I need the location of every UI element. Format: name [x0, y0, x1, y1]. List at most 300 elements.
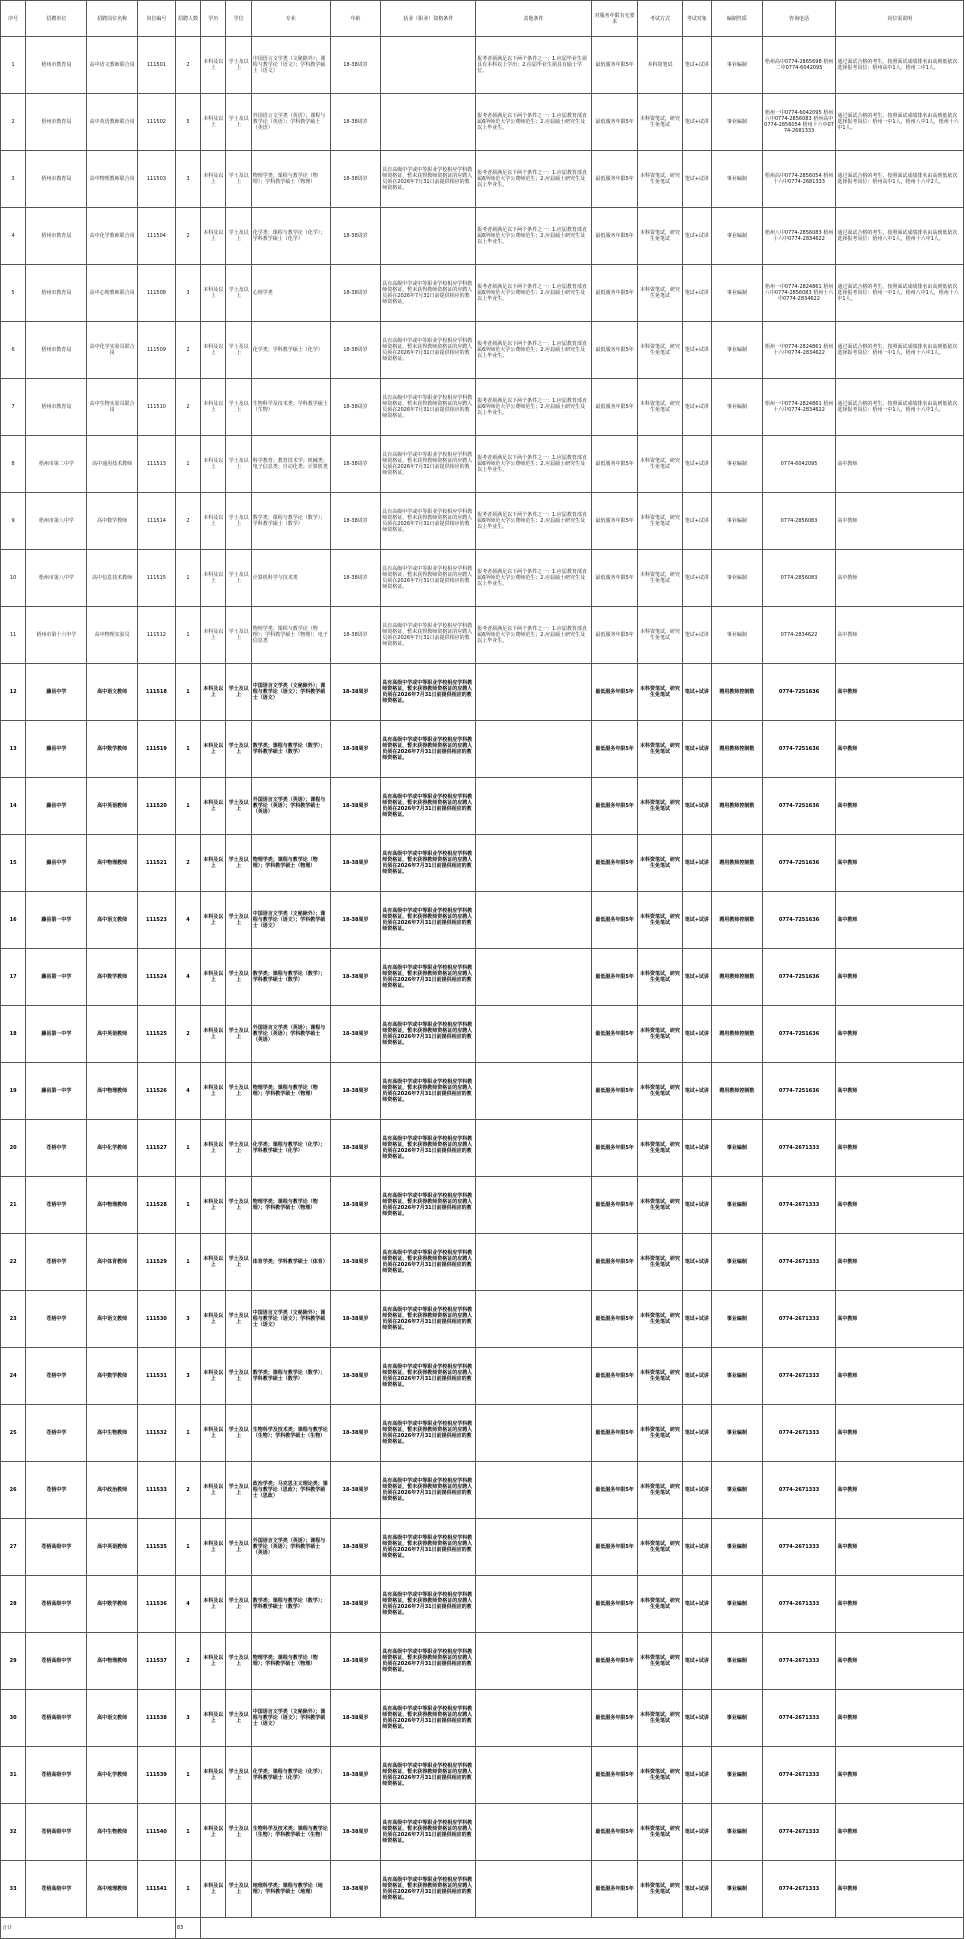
cell-exam: 本科资笔试，研究生免笔试: [638, 322, 682, 379]
cell-service: 最低服务年限5年: [592, 1804, 638, 1861]
cell-post: 高中物理教师: [87, 1633, 138, 1690]
cell-service: 最低服务年限5年: [592, 1234, 638, 1291]
cell-post: 高中生物教师: [87, 1405, 138, 1462]
cell-note: 高中教师: [836, 1120, 964, 1177]
cell-service: 最低服务年限5年: [592, 778, 638, 835]
table-body: [1, 37, 964, 1939]
cell-code: 111502: [137, 94, 175, 151]
table-row: [1, 379, 964, 436]
cell-unit: 苍梧中学: [26, 1405, 87, 1462]
cell-major: 物理学类；课程与教学论（物理）；学科教学硕士（物理）: [251, 1177, 330, 1234]
cell-tel: 0774-2671333: [762, 1462, 836, 1519]
cell-major: 中国语言文学类（文秘除外）；课程与教学论（语文）；学科教学硕士（语文）: [251, 664, 330, 721]
cell-service: 最低服务年限5年: [592, 1462, 638, 1519]
cell-unit: 苍梧高级中学: [26, 1519, 87, 1576]
cell-post: 高中英语教师: [87, 1519, 138, 1576]
cell-major: 外国语言文学类（英语）；课程与教学论（英语）；学科教学硕士（英语）: [251, 778, 330, 835]
cell-major: 外国语言文学类（英语）；课程与教学论（英语）；学科教学硕士（英语）: [251, 94, 330, 151]
cell-exam: 本科资笔试，研究生免笔试: [638, 1519, 682, 1576]
cell-note: 高中教师: [836, 778, 964, 835]
cell-tel: 0774-7251636: [762, 778, 836, 835]
table-row: [1, 835, 964, 892]
cell-note: 高中教师: [836, 949, 964, 1006]
cell-bz: 事业编制: [712, 322, 763, 379]
cell-no: 33: [1, 1861, 26, 1918]
cell-note: 通过面试合格的考生，按照面试成绩排名由高到低依次选择报考岗位：梧州一中1人，梧州八中1人，梧州十六中1人。: [836, 265, 964, 322]
table-row: [1, 1747, 964, 1804]
cell-other: 报考者须满足以下两个条件之一：1.应届教育部直属6所师范大学公费师范生；2.应届硕士研究生及以上毕业生。: [476, 94, 592, 151]
cell-tel: 0774-2671333: [762, 1519, 836, 1576]
cell-service: 最低服务年限5年: [592, 1120, 638, 1177]
cell-code: 111503: [137, 151, 175, 208]
cell-no: 23: [1, 1291, 26, 1348]
cell-target: 笔试+试讲: [682, 379, 712, 436]
cell-edu: 本科及以上: [201, 208, 226, 265]
cell-other: [476, 1747, 592, 1804]
cell-age: 18-38周岁: [330, 436, 381, 493]
cell-service: 最低服务年限5年: [592, 322, 638, 379]
cell-tel: 0774-2671333: [762, 1177, 836, 1234]
cell-tel: 0774-2671333: [762, 1633, 836, 1690]
cell-code: 111501: [137, 37, 175, 94]
cell-note: 高中教师: [836, 721, 964, 778]
cell-bz: 聘用教师控制数: [712, 664, 763, 721]
cell-tel: 0774-2671333: [762, 1120, 836, 1177]
cell-qual: 具有高级中学或中等职业学校相应学科教师资格证，暂未获得教师资格证的应聘人员须在2026年7月31日前提供相应的教师资格证。: [381, 1804, 476, 1861]
cell-target: 笔试+试讲: [682, 1804, 712, 1861]
cell-no: 4: [1, 208, 26, 265]
cell-qual: 具有高级中学或中等职业学校相应学科教师资格证，暂未获得教师资格证的应聘人员须在2026年7月31日前提供相应的教师资格证。: [381, 1063, 476, 1120]
cell-post: 高中生物实验员联合岗: [87, 379, 138, 436]
cell-exam: 本科资笔试，研究生免笔试: [638, 949, 682, 1006]
cell-other: [476, 949, 592, 1006]
cell-edu: 本科及以上: [201, 721, 226, 778]
cell-unit: 梧州市教育局: [26, 322, 87, 379]
cell-unit: 梧州市第十六中学: [26, 607, 87, 664]
cell-service: 最低服务年限5年: [592, 721, 638, 778]
cell-degree: 学士及以上: [226, 493, 251, 550]
cell-post: 高中化学教师: [87, 1747, 138, 1804]
cell-edu: 本科及以上: [201, 379, 226, 436]
table-row: [1, 493, 964, 550]
cell-num: 4: [175, 1063, 200, 1120]
cell-num: 5: [175, 94, 200, 151]
cell-degree: 学士及以上: [226, 37, 251, 94]
table-row: [1, 1405, 964, 1462]
cell-note: 通过面试合格的考生，按照面试成绩排名由高到低依次选择报考岗位：梧州一中1人，梧州八中1人，梧州十六中1人。: [836, 94, 964, 151]
cell-code: 111512: [137, 607, 175, 664]
cell-degree: 学士及以上: [226, 1747, 251, 1804]
column-header: 岗位需说明: [836, 1, 964, 37]
cell-unit: 苍梧高级中学: [26, 1804, 87, 1861]
cell-num: 1: [175, 1177, 200, 1234]
cell-edu: 本科及以上: [201, 1747, 226, 1804]
column-header: 学历: [201, 1, 226, 37]
cell-other: [476, 1405, 592, 1462]
cell-note: 高中教师: [836, 1177, 964, 1234]
cell-major: 中国语言文学类（文秘除外）；课程与教学论（语文）；学科教学硕士（语文）: [251, 892, 330, 949]
cell-no: 18: [1, 1006, 26, 1063]
cell-bz: 事业编制: [712, 550, 763, 607]
cell-code: 111541: [137, 1861, 175, 1918]
cell-other: 报考者须满足以下两个条件之一：1.应届教育部直属6所师范大学公费师范生；2.应届硕士研究生及以上毕业生。: [476, 493, 592, 550]
cell-other: [476, 1063, 592, 1120]
cell-target: 笔试+试讲: [682, 1063, 712, 1120]
cell-post: 高中物理教师: [87, 835, 138, 892]
cell-note: 高中教师: [836, 1747, 964, 1804]
cell-num: 1: [175, 1405, 200, 1462]
cell-exam: 本科资笔试，研究生免笔试: [638, 493, 682, 550]
cell-tel: 0774-7251636: [762, 949, 836, 1006]
column-header: 其他条件: [476, 1, 592, 37]
cell-degree: 学士及以上: [226, 1177, 251, 1234]
cell-exam: 本科资笔试，研究生免笔试: [638, 721, 682, 778]
cell-service: 最低服务年限5年: [592, 1519, 638, 1576]
cell-other: 报考者须满足以下两个条件之一：1.应届毕业生须具有本科以上学历；2.往届毕业生须具有硕士学位。: [476, 37, 592, 94]
cell-note: 高中教师: [836, 493, 964, 550]
cell-qual: 具有高级中学或中等职业学校相应学科教师资格证，暂未获得教师资格证的应聘人员须在2026年7月31日前提供相应的教师资格证。: [381, 949, 476, 1006]
cell-service: 最低服务年限5年: [592, 208, 638, 265]
cell-tel: 梧州一中0774-2824861 梧州十六中0774-2834622: [762, 379, 836, 436]
cell-unit: 藤县中学: [26, 835, 87, 892]
cell-post: 高中语文教师: [87, 664, 138, 721]
cell-qual: 具有高级中学或中等职业学校相应学科教师资格证，暂未获得教师资格证的应聘人员须在2026年7月31日前提供相应的教师资格证。: [381, 379, 476, 436]
cell-target: 笔试+试讲: [682, 322, 712, 379]
cell-note: 高中教师: [836, 1234, 964, 1291]
cell-bz: 事业编制: [712, 1348, 763, 1405]
cell-qual: 具有高级中学或中等职业学校相应学科教师资格证，暂未获得教师资格证的应聘人员须在2026年7月31日前提供相应的教师资格证。: [381, 1120, 476, 1177]
cell-edu: 本科及以上: [201, 94, 226, 151]
cell-exam: 本科资笔试，研究生免笔试: [638, 892, 682, 949]
cell-note: 通过面试合格的考生，按照面试成绩排名由高到低依次选择报考岗位：梧州高中1人，梧州二中1人。: [836, 37, 964, 94]
cell-major: 化学类；学科教学硕士（化学）: [251, 322, 330, 379]
cell-qual: 具有高级中学或中等职业学校相应学科教师资格证，暂未获得教师资格证的应聘人员须在2026年7月31日前提供相应的教师资格证。: [381, 1576, 476, 1633]
cell-service: 最低服务年限5年: [592, 493, 638, 550]
cell-code: 111537: [137, 1633, 175, 1690]
cell-bz: 事业编制: [712, 1804, 763, 1861]
cell-note: 通过面试合格的考生，按照面试成绩排名由高到低依次选择报考岗位：梧州八中1人，梧州十六中1人。: [836, 208, 964, 265]
cell-edu: 本科及以上: [201, 892, 226, 949]
cell-degree: 学士及以上: [226, 265, 251, 322]
cell-major: 化学类；课程与教学论（化学）；学科教学硕士（化学）: [251, 1747, 330, 1804]
cell-service: 最低服务年限5年: [592, 1405, 638, 1462]
cell-post: 高中物理教师: [87, 1177, 138, 1234]
cell-tel: 0774-2671333: [762, 1576, 836, 1633]
table-row: [1, 1234, 964, 1291]
cell-tel: 梧州高中0774-2865698 梧州二中0774-6042095: [762, 37, 836, 94]
cell-qual: [381, 94, 476, 151]
cell-unit: 梧州市第八中学: [26, 493, 87, 550]
cell-unit: 梧州市教育局: [26, 379, 87, 436]
cell-qual: 具有高级中学或中等职业学校相应学科教师资格证，暂未获得教师资格证的应聘人员须在2026年7月31日前提供相应的教师资格证。: [381, 1405, 476, 1462]
cell-exam: 本科资笔试，研究生免笔试: [638, 1747, 682, 1804]
cell-target: 笔试+试讲: [682, 37, 712, 94]
cell-bz: 事业编制: [712, 1690, 763, 1747]
table-row: [1, 1006, 964, 1063]
cell-tel: 0774-7251636: [762, 1063, 836, 1120]
cell-qual: 具有高级中学或中等职业学校相应学科教师资格证，暂未获得教师资格证的应聘人员须在2026年7月31日前提供相应的教师资格证。: [381, 778, 476, 835]
cell-target: 笔试+试讲: [682, 664, 712, 721]
table-row: [1, 892, 964, 949]
cell-degree: 学士及以上: [226, 379, 251, 436]
cell-major: 中国语言文学类（文秘除外）；课程与教学论（语文）；学科教学硕士（语文）: [251, 1690, 330, 1747]
cell-other: [476, 1462, 592, 1519]
cell-service: 最低服务年限5年: [592, 379, 638, 436]
cell-age: 18-38周岁: [330, 1462, 381, 1519]
cell-bz: 事业编制: [712, 1291, 763, 1348]
cell-age: 18-38周岁: [330, 379, 381, 436]
cell-major: 物理学类；课程与教学论（物理）；学科教学硕士（物理）；电子信息类: [251, 607, 330, 664]
cell-target: 笔试+试讲: [682, 550, 712, 607]
cell-unit: 苍梧中学: [26, 1120, 87, 1177]
cell-num: 2: [175, 835, 200, 892]
cell-target: 笔试+试讲: [682, 1234, 712, 1291]
cell-other: [476, 1861, 592, 1918]
total-value: 83: [175, 1918, 200, 1939]
cell-target: 笔试+试讲: [682, 892, 712, 949]
cell-exam: 本科资笔试，研究生免笔试: [638, 664, 682, 721]
cell-major: 物理学类；课程与教学论（物理）；学科教学硕士（物理）: [251, 835, 330, 892]
cell-age: 18-38周岁: [330, 322, 381, 379]
cell-num: 1: [175, 436, 200, 493]
cell-target: 笔试+试讲: [682, 1747, 712, 1804]
cell-no: 8: [1, 436, 26, 493]
cell-bz: 事业编制: [712, 1177, 763, 1234]
cell-service: 最低服务年限5年: [592, 1633, 638, 1690]
cell-bz: 聘用教师控制数: [712, 835, 763, 892]
cell-degree: 学士及以上: [226, 1462, 251, 1519]
cell-code: 111510: [137, 379, 175, 436]
cell-age: 18-38周岁: [330, 265, 381, 322]
cell-unit: 苍梧高级中学: [26, 1747, 87, 1804]
cell-qual: 具有高级中学或中等职业学校相应学科教师资格证，暂未获得教师资格证的应聘人员须在2026年7月31日前提供相应的教师资格证。: [381, 550, 476, 607]
cell-post: 高中英语教师: [87, 1006, 138, 1063]
cell-note: 通过面试合格的考生，按照面试成绩排名由高到低依次选择报考岗位：梧州高中1人，梧州十六中2人。: [836, 151, 964, 208]
table-row: [1, 1861, 964, 1918]
cell-bz: 事业编制: [712, 94, 763, 151]
cell-target: 笔试+试讲: [682, 949, 712, 1006]
cell-target: 笔试+试讲: [682, 835, 712, 892]
cell-major: 数学类；课程与教学论（数学）；学科教学硕士（数学）: [251, 1576, 330, 1633]
cell-service: 最低服务年限5年: [592, 436, 638, 493]
cell-post: 高中化学教师: [87, 1120, 138, 1177]
cell-target: 笔试+试讲: [682, 1519, 712, 1576]
cell-age: 18-38周岁: [330, 94, 381, 151]
cell-num: 3: [175, 1690, 200, 1747]
cell-qual: 具有高级中学或中等职业学校相应学科教师资格证，暂未获得教师资格证的应聘人员须在2026年7月31日前提供相应的教师资格证。: [381, 265, 476, 322]
cell-exam: 本科资笔试，研究生免笔试: [638, 1462, 682, 1519]
table-header-row: [1, 1, 964, 37]
cell-note: 高中教师: [836, 436, 964, 493]
cell-exam: 本科资笔试，研究生免笔试: [638, 1690, 682, 1747]
cell-num: 1: [175, 778, 200, 835]
cell-age: 18-38周岁: [330, 208, 381, 265]
cell-unit: 苍梧中学: [26, 1291, 87, 1348]
cell-unit: 苍梧中学: [26, 1177, 87, 1234]
cell-bz: 事业编制: [712, 1747, 763, 1804]
cell-unit: 苍梧高级中学: [26, 1576, 87, 1633]
cell-qual: 具有高级中学或中等职业学校相应学科教师资格证，暂未获得教师资格证的应聘人员须在2026年7月31日前提供相应的教师资格证。: [381, 1462, 476, 1519]
cell-note: 高中教师: [836, 550, 964, 607]
cell-degree: 学士及以上: [226, 1405, 251, 1462]
cell-no: 22: [1, 1234, 26, 1291]
cell-degree: 学士及以上: [226, 1348, 251, 1405]
cell-no: 1: [1, 37, 26, 94]
cell-tel: 梧州八中0774-2856083 梧州十六中0774-2834622: [762, 208, 836, 265]
cell-edu: 本科及以上: [201, 949, 226, 1006]
cell-other: [476, 1234, 592, 1291]
cell-age: 18-38周岁: [330, 1633, 381, 1690]
cell-bz: 事业编制: [712, 1633, 763, 1690]
cell-unit: 苍梧高级中学: [26, 1861, 87, 1918]
cell-degree: 学士及以上: [226, 1633, 251, 1690]
cell-code: 111540: [137, 1804, 175, 1861]
cell-post: 高中英语教师: [87, 778, 138, 835]
cell-exam: 本科资笔试，研究生免笔试: [638, 1348, 682, 1405]
cell-num: 1: [175, 607, 200, 664]
cell-num: 2: [175, 1462, 200, 1519]
cell-tel: 0774-2834622: [762, 607, 836, 664]
table-row: [1, 778, 964, 835]
cell-tel: 0774-2856083: [762, 550, 836, 607]
cell-other: 报考者须满足以下两个条件之一：1.应届教育部直属6所师范大学公费师范生；2.应届硕士研究生及以上毕业生。: [476, 322, 592, 379]
cell-edu: 本科及以上: [201, 1291, 226, 1348]
cell-edu: 本科及以上: [201, 1234, 226, 1291]
cell-service: 最低服务年限5年: [592, 949, 638, 1006]
cell-degree: 学士及以上: [226, 1006, 251, 1063]
cell-no: 28: [1, 1576, 26, 1633]
cell-service: 最低服务年限5年: [592, 607, 638, 664]
table-row: [1, 1177, 964, 1234]
cell-code: 111527: [137, 1120, 175, 1177]
cell-unit: 梧州市教育局: [26, 37, 87, 94]
cell-code: 111513: [137, 436, 175, 493]
cell-bz: 聘用教师控制数: [712, 778, 763, 835]
table-row: [1, 1804, 964, 1861]
cell-unit: 梧州市教育局: [26, 208, 87, 265]
cell-age: 18-38周岁: [330, 1405, 381, 1462]
cell-note: 高中教师: [836, 1861, 964, 1918]
cell-code: 111521: [137, 835, 175, 892]
cell-unit: 梧州市教育局: [26, 265, 87, 322]
cell-edu: 本科及以上: [201, 607, 226, 664]
cell-tel: 0774-6042095: [762, 436, 836, 493]
cell-exam: 本科资笔试，研究生免笔试: [638, 1861, 682, 1918]
cell-code: 111523: [137, 892, 175, 949]
cell-num: 2: [175, 379, 200, 436]
cell-major: 化学类；课程与教学论（化学）；学科教学硕士（化学）: [251, 208, 330, 265]
cell-bz: 事业编制: [712, 1462, 763, 1519]
cell-code: 111525: [137, 1006, 175, 1063]
cell-target: 笔试+试讲: [682, 1348, 712, 1405]
cell-degree: 学士及以上: [226, 607, 251, 664]
cell-tel: 0774-2671333: [762, 1405, 836, 1462]
cell-post: 高中语文教师: [87, 892, 138, 949]
cell-edu: 本科及以上: [201, 778, 226, 835]
cell-major: 科学教育；教育技术学；机械类；电子信息类；自动化类；计算机类: [251, 436, 330, 493]
cell-major: 化学类；课程与教学论（化学）；学科教学硕士（化学）: [251, 1120, 330, 1177]
cell-tel: 0774-7251636: [762, 721, 836, 778]
cell-age: 18-38周岁: [330, 1348, 381, 1405]
cell-target: 笔试+试讲: [682, 208, 712, 265]
cell-other: [476, 1690, 592, 1747]
cell-other: [476, 835, 592, 892]
cell-age: 18-38周岁: [330, 1291, 381, 1348]
cell-num: 1: [175, 550, 200, 607]
cell-code: 111520: [137, 778, 175, 835]
cell-target: 笔试+试讲: [682, 1462, 712, 1519]
cell-exam: 本科资笔试: [638, 37, 682, 94]
cell-age: 18-38周岁: [330, 37, 381, 94]
cell-service: 最低服务年限5年: [592, 1348, 638, 1405]
cell-service: 最低服务年限5年: [592, 1291, 638, 1348]
cell-edu: 本科及以上: [201, 1690, 226, 1747]
cell-exam: 本科资笔试，研究生免笔试: [638, 1120, 682, 1177]
cell-age: 18-38周岁: [330, 1177, 381, 1234]
cell-code: 111535: [137, 1519, 175, 1576]
cell-note: 高中教师: [836, 664, 964, 721]
cell-no: 10: [1, 550, 26, 607]
column-header: 对服务年限有无要求: [592, 1, 638, 37]
cell-no: 5: [1, 265, 26, 322]
cell-tel: 0774-2671333: [762, 1804, 836, 1861]
cell-exam: 本科资笔试，研究生免笔试: [638, 1234, 682, 1291]
cell-no: 19: [1, 1063, 26, 1120]
cell-note: 高中教师: [836, 892, 964, 949]
cell-qual: 具有高级中学或中等职业学校相应学科教师资格证，暂未获得教师资格证的应聘人员须在2026年7月31日前提供相应的教师资格证。: [381, 322, 476, 379]
cell-num: 4: [175, 949, 200, 1006]
cell-degree: 学士及以上: [226, 1804, 251, 1861]
cell-exam: 本科资笔试，研究生免笔试: [638, 1063, 682, 1120]
cell-target: 笔试+试讲: [682, 778, 712, 835]
table-row: [1, 37, 964, 94]
cell-note: 高中教师: [836, 1405, 964, 1462]
cell-no: 29: [1, 1633, 26, 1690]
cell-num: 2: [175, 322, 200, 379]
total-label: 合计: [1, 1918, 176, 1939]
cell-exam: 本科资笔试，研究生免笔试: [638, 1576, 682, 1633]
cell-no: 16: [1, 892, 26, 949]
cell-tel: 梧州一中0774-2824861 梧州八中0774-2856083 梧州十六中0774-2834622: [762, 265, 836, 322]
cell-service: 最低服务年限5年: [592, 1690, 638, 1747]
cell-exam: 本科资笔试，研究生免笔试: [638, 1291, 682, 1348]
cell-num: 3: [175, 1291, 200, 1348]
cell-edu: 本科及以上: [201, 1405, 226, 1462]
cell-target: 笔试+试讲: [682, 265, 712, 322]
cell-tel: 0774-2671333: [762, 1747, 836, 1804]
cell-post: 高中政治教师: [87, 1462, 138, 1519]
cell-edu: 本科及以上: [201, 1519, 226, 1576]
cell-major: 生物科学及技术类；学科教学硕士（生物）: [251, 379, 330, 436]
cell-degree: 学士及以上: [226, 721, 251, 778]
cell-bz: 聘用教师控制数: [712, 1006, 763, 1063]
cell-edu: 本科及以上: [201, 1120, 226, 1177]
cell-qual: 具有高级中学或中等职业学校相应学科教师资格证，暂未获得教师资格证的应聘人员须在2026年7月31日前提供相应的教师资格证。: [381, 892, 476, 949]
cell-age: 18-38周岁: [330, 1519, 381, 1576]
cell-age: 18-38周岁: [330, 607, 381, 664]
cell-unit: 苍梧高级中学: [26, 1633, 87, 1690]
column-header: 招聘人数: [175, 1, 200, 37]
cell-exam: 本科资笔试，研究生免笔试: [638, 265, 682, 322]
cell-target: 笔试+试讲: [682, 1006, 712, 1063]
cell-degree: 学士及以上: [226, 835, 251, 892]
cell-post: 高中语文教师: [87, 1690, 138, 1747]
cell-target: 笔试+试讲: [682, 436, 712, 493]
cell-age: 18-38周岁: [330, 1120, 381, 1177]
cell-qual: 具有高级中学或中等职业学校相应学科教师资格证，暂未获得教师资格证的应聘人员须在2026年7月31日前提供相应的教师资格证。: [381, 151, 476, 208]
cell-target: 笔试+试讲: [682, 493, 712, 550]
cell-code: 111514: [137, 493, 175, 550]
